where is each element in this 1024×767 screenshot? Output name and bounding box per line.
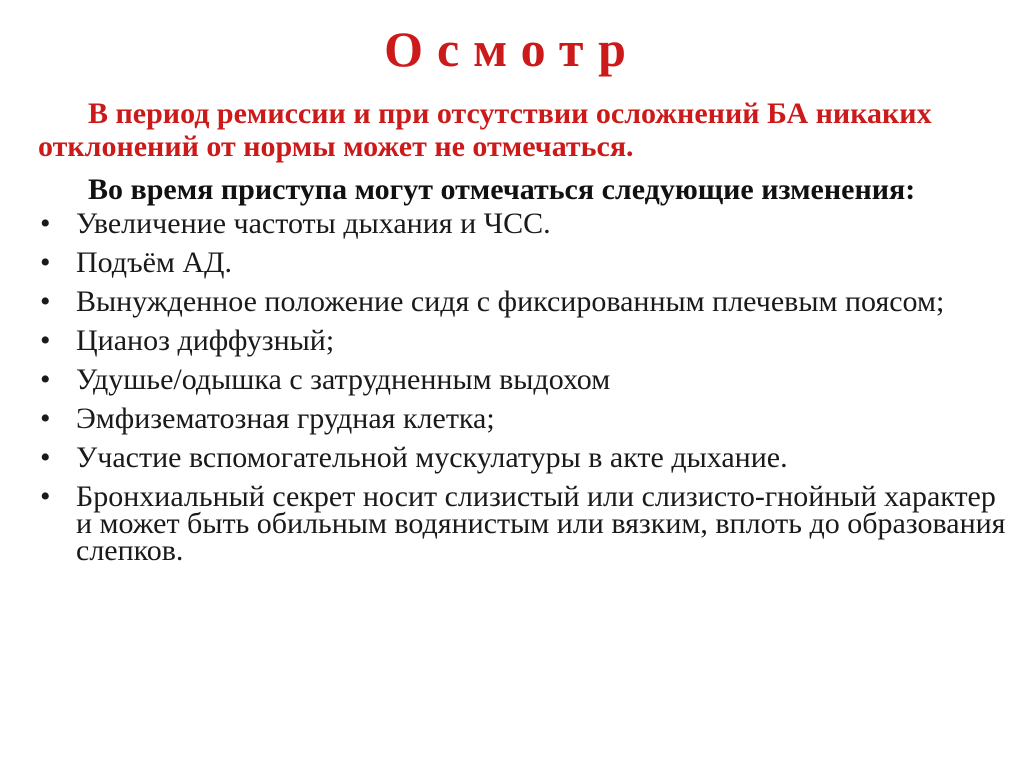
list-item-text: Подъём АД. bbox=[76, 246, 233, 279]
bullet-icon: • bbox=[40, 441, 51, 474]
intro-attack-text: Во время приступа могут отмечаться следующие изменения: bbox=[88, 173, 916, 206]
slide-title: Осмотр bbox=[384, 21, 640, 77]
slide-content bbox=[38, 97, 1008, 576]
bullet-icon: • bbox=[40, 324, 51, 357]
list-item bbox=[38, 324, 1008, 357]
list-item bbox=[38, 480, 1008, 567]
symptom-list bbox=[38, 207, 1008, 567]
list-item-text: Вынужденное положение сидя с фиксированным плечевым поясом; bbox=[76, 285, 945, 318]
bullet-icon: • bbox=[40, 402, 51, 435]
bullet-icon: • bbox=[40, 363, 51, 396]
list-item-text: Эмфизематозная грудная клетка; bbox=[76, 402, 495, 435]
bullet-icon: • bbox=[40, 207, 51, 240]
intro-remission-text: В период ремиссии и при отсутствии осложнений БА никаких отклонений от нормы может не отмечаться. bbox=[38, 97, 932, 163]
list-item-text: Цианоз диффузный; bbox=[76, 324, 335, 357]
list-item bbox=[38, 402, 1008, 435]
list-item-text: Удушье/одышка с затрудненным выдохом bbox=[76, 363, 611, 396]
list-item bbox=[38, 441, 1008, 474]
bullet-icon: • bbox=[40, 246, 51, 279]
list-item-text: Увеличение частоты дыхания и ЧСС. bbox=[76, 207, 551, 240]
list-item bbox=[38, 285, 1008, 318]
list-item-text: Бронхиальный секрет носит слизистый или слизисто-гнойный характер и может быть обильным водянистым или вязким, вплоть до образования слепков. bbox=[76, 480, 1006, 567]
list-item-text: Участие вспомогательной мускулатуры в акте дыхание. bbox=[76, 441, 788, 474]
list-item bbox=[38, 246, 1008, 279]
bullet-icon: • bbox=[40, 480, 51, 513]
bullet-icon: • bbox=[40, 285, 51, 318]
list-item bbox=[38, 207, 1008, 240]
list-item bbox=[38, 363, 1008, 396]
